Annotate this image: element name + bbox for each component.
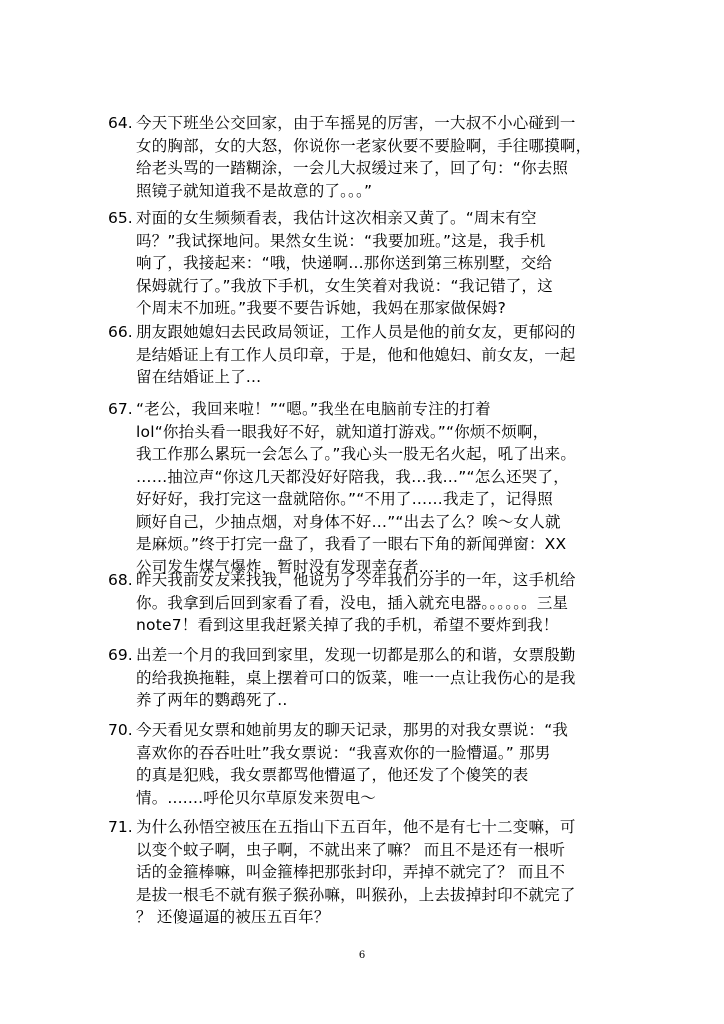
item-line: 顾好自己，少抽点烟，对身体不好…”“出去了么？唉～女人就 <box>136 512 561 531</box>
item-number: 69. <box>108 646 133 664</box>
item-number: 64. <box>108 114 133 132</box>
joke-item-69 <box>108 644 628 712</box>
page-number: 6 <box>358 950 366 961</box>
item-number: 67. <box>108 400 133 418</box>
item-line: 个周末不加班。”我要不要告诉她，我妈在那家做保姆? <box>136 299 507 317</box>
item-line: 响了，我接起来：“哦，快递啊...那你送到第三栋别墅，交给 <box>136 254 553 272</box>
item-line: note7！看到这里我赶紧关掉了我的手机，希望不要炸到我！ <box>136 616 559 634</box>
item-number: 66. <box>108 323 133 341</box>
item-number: 70. <box>108 721 133 739</box>
item-number: 65. <box>108 209 133 227</box>
joke-item-68 <box>108 569 628 637</box>
joke-item-70 <box>108 719 628 809</box>
item-line: 今天下班坐公交回家，由于车摇晃的厉害，一大叔不小心碰到一 <box>136 114 576 132</box>
item-line: 今天看见女票和她前男友的聊天记录，那男的对我女票说：“我 <box>136 721 569 739</box>
item-line: 是拔一根毛不就有猴子猴孙嘛，叫猴孙，上去拔掉封印不就完了 <box>136 885 576 904</box>
joke-item-65 <box>108 207 628 320</box>
item-line: 出差一个月的我回到家里，发现一切都是那么的和谐，女票殷勤 <box>136 646 576 664</box>
item-line: 保姆就行了。”我放下手机，女生笑着对我说：“我记错了，这 <box>136 276 553 295</box>
item-line: 昨天我前女友来找我，他说为了今年我们分手的一年，这手机给 <box>136 571 576 589</box>
item-line: ？ 还傻逼逼的被压五百年？ <box>136 908 330 926</box>
item-line: “老公，我回来啦！”“嗯。”我坐在电脑前专注的打着 <box>136 400 491 418</box>
joke-item-66 <box>108 321 628 389</box>
item-line: 留在结婚证上了... <box>136 368 262 386</box>
item-line: 的给我换拖鞋，桌上摆着可口的饭菜，唯一一点让我伤心的是我 <box>136 668 576 687</box>
item-line: 女的胸部，女的大怒，你说你一老家伙要不要脸啊，手往哪摸啊， <box>136 136 592 155</box>
item-line: ……抽泣声“你这几天都没好好陪我，我…我…”“怎么还哭了， <box>136 467 569 486</box>
item-line: 公司发生煤气爆炸，暂时没有发现幸存者…… <box>136 557 451 576</box>
item-line: 你。我拿到后回到家看了看，没电，插入就充电器。。。。。。三星 <box>136 593 569 612</box>
item-line: 给老头骂的一踏糊涂，一会儿大叔缓过来了，回了句：“你去照 <box>136 159 569 177</box>
item-line: 情。.......呼伦贝尔草原发来贺电～ <box>136 788 376 807</box>
joke-item-71 <box>108 816 628 929</box>
joke-item-64 <box>108 112 628 202</box>
item-line: 是结婚证上有工作人员印章，于是，他和他媳妇、前女友，一起 <box>136 345 576 364</box>
item-line: 是麻烦。”终于打完一盘了，我看了一眼右下角的新闻弹窗：XX <box>136 535 567 553</box>
item-number: 68. <box>108 571 133 589</box>
item-line: 喜欢你的吞吞吐吐”我女票说：“我喜欢你的一脸懵逼。” 那男 <box>136 743 551 762</box>
item-line: 为什么孙悟空被压在五指山下五百年，他不是有七十二变嘛，可 <box>136 818 576 836</box>
item-number: 71. <box>108 818 133 836</box>
item-line: lol“你抬头看一眼我好不好，就知道打游戏。”“你烦不烦啊， <box>136 422 549 441</box>
item-line: 我工作那么累玩一会怎么了。”我心头一股无名火起，吼了出来。 <box>136 445 577 463</box>
item-line: 以变个蚊子啊，虫子啊，不就出来了嘛？ 而且不是还有一根听 <box>136 840 566 859</box>
item-line: 的真是犯贱，我女票都骂他懵逼了，他还发了个傻笑的表 <box>136 766 529 784</box>
item-line: 好好好，我打完这一盘就陪你。”“不用了……我走了，记得照 <box>136 490 553 508</box>
item-line: 对面的女生频频看表，我估计这次相亲又黄了。“周末有空 <box>136 209 537 227</box>
item-line: 朋友跟她媳妇去民政局领证，工作人员是他的前女友，更郁闷的 <box>136 323 576 341</box>
joke-item-67 <box>108 398 628 578</box>
item-line: 照镜子就知道我不是故意的了。。。” <box>136 181 373 200</box>
item-line: 养了两年的鹦鹉死了.. <box>136 691 288 709</box>
item-line: 吗？”我试探地问。果然女生说：“我要加班。”这是，我手机 <box>136 231 546 250</box>
item-line: 话的金箍棒嘛，叫金箍棒把那张封印，弄掉不就完了？ 而且不 <box>136 863 566 881</box>
